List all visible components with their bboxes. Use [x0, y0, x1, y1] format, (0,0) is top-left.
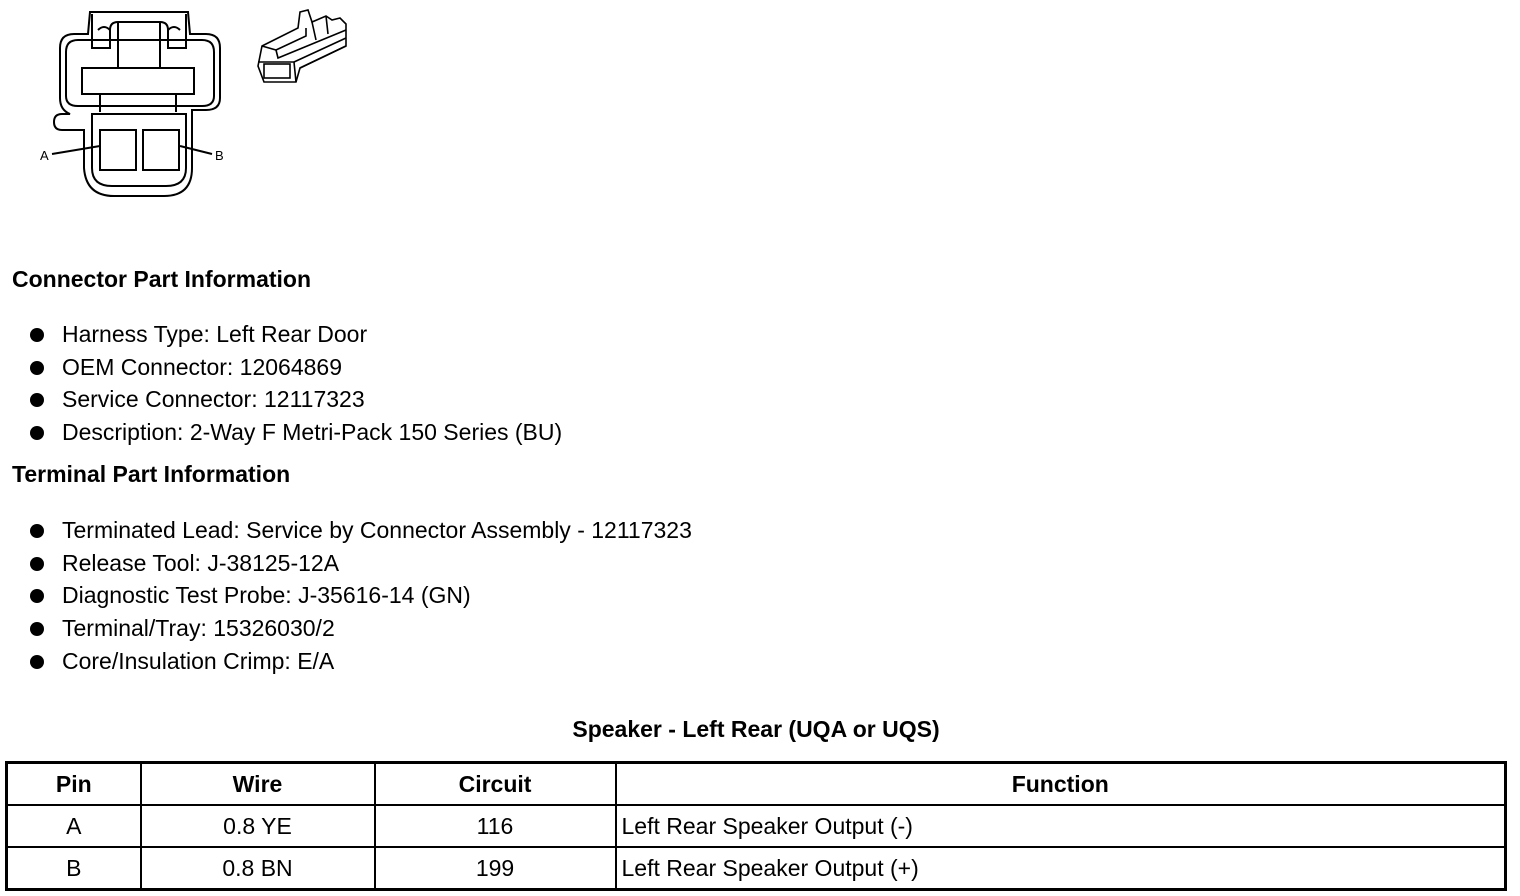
list-item: Description: 2-Way F Metri-Pack 150 Series (BU) — [28, 416, 562, 449]
header-pin: Pin — [7, 763, 141, 806]
terminal-info-list — [28, 514, 692, 677]
cell-function: Left Rear Speaker Output (-) — [616, 805, 1506, 847]
terminal-section-title: Terminal Part Information — [12, 461, 291, 487]
table-header-row — [7, 763, 1506, 806]
pin-label-a: A — [40, 148, 49, 163]
connector-section-title: Connector Part Information — [12, 266, 312, 292]
header-wire: Wire — [141, 763, 375, 806]
cell-function: Left Rear Speaker Output (+) — [616, 847, 1506, 890]
list-item: Release Tool: J-38125-12A — [28, 547, 692, 580]
connector-diagram — [0, 0, 360, 210]
list-item: Terminated Lead: Service by Connector Assembly - 12117323 — [28, 514, 692, 547]
list-item: Service Connector: 12117323 — [28, 383, 562, 416]
pin-table-title: Speaker - Left Rear (UQA or UQS) — [572, 716, 940, 742]
header-circuit: Circuit — [375, 763, 616, 806]
cell-wire: 0.8 BN — [141, 847, 375, 890]
list-item: Terminal/Tray: 15326030/2 — [28, 612, 692, 645]
header-function: Function — [616, 763, 1506, 806]
table-row — [7, 847, 1506, 890]
pin-table — [5, 761, 1507, 891]
pin-label-b: B — [215, 148, 224, 163]
connector-isometric-view — [258, 10, 346, 82]
cell-wire: 0.8 YE — [141, 805, 375, 847]
cavity-b — [143, 130, 179, 170]
cavity-a — [100, 130, 136, 170]
list-item: Diagnostic Test Probe: J-35616-14 (GN) — [28, 579, 692, 612]
list-item: Harness Type: Left Rear Door — [28, 318, 562, 351]
table-row — [7, 805, 1506, 847]
list-item: OEM Connector: 12064869 — [28, 351, 562, 384]
list-item: Core/Insulation Crimp: E/A — [28, 645, 692, 678]
cell-pin: B — [7, 847, 141, 890]
connector-info-list — [28, 318, 562, 449]
cell-circuit: 116 — [375, 805, 616, 847]
cell-pin: A — [7, 805, 141, 847]
cell-circuit: 199 — [375, 847, 616, 890]
